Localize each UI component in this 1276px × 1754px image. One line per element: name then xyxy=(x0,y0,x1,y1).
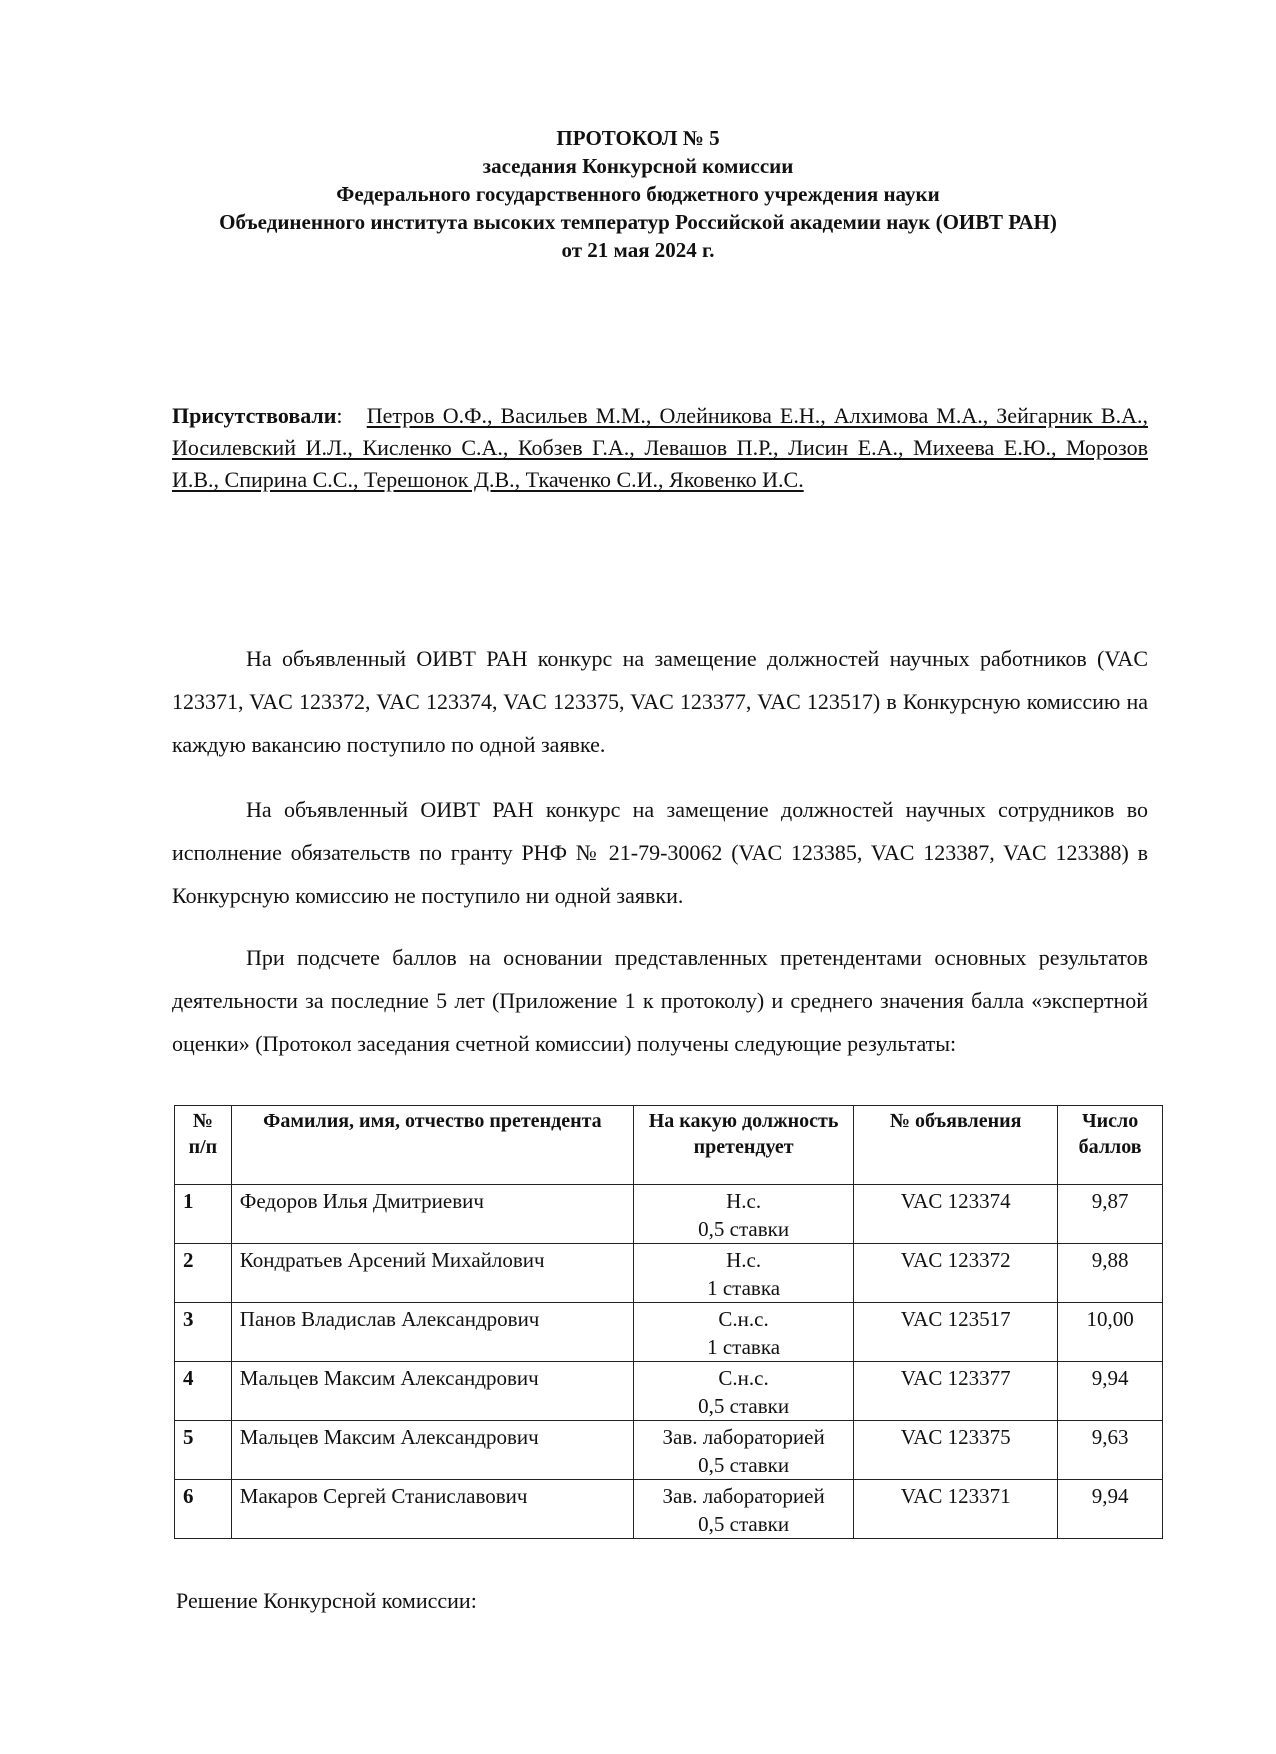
position-rate: 0,5 ставки xyxy=(698,1394,790,1418)
row-position xyxy=(634,1185,854,1244)
header-num: № п/п xyxy=(175,1106,232,1185)
row-vacancy: VAC 123375 xyxy=(854,1421,1058,1480)
position-title: Зав. лабораторией xyxy=(662,1484,825,1508)
row-score: 9,94 xyxy=(1058,1480,1163,1539)
row-name: Кондратьев Арсений Михайлович xyxy=(231,1244,633,1303)
row-score: 9,63 xyxy=(1058,1421,1163,1480)
row-score: 9,87 xyxy=(1058,1185,1163,1244)
results-table xyxy=(174,1105,1163,1539)
table-header-row xyxy=(175,1106,1163,1185)
row-name: Панов Владислав Александрович xyxy=(231,1303,633,1362)
header-score: Число баллов xyxy=(1058,1106,1163,1185)
table-row xyxy=(175,1244,1163,1303)
decision-heading: Решение Конкурсной комиссии: xyxy=(176,1588,477,1613)
attendance-block: Присутствовали: Петров О.Ф., Васильев М.М., Олейникова Е.Н., Алхимова М.А., Зейгарник В.А., Иосилевский И.Л., Кисленко С.А., Кобзев Г.А., Левашов П.Р., Лисин Е.А., Михеева Е.Ю., Морозов И.В., Спирина С.С., Терешонок Д.В., Ткаченко С.И., Яковенко И.С. xyxy=(172,403,1148,492)
row-num: 1 xyxy=(175,1185,232,1244)
row-position xyxy=(634,1421,854,1480)
attendance-label: Присутствовали xyxy=(172,403,337,428)
row-score: 9,94 xyxy=(1058,1362,1163,1421)
row-num: 2 xyxy=(175,1244,232,1303)
row-num: 6 xyxy=(175,1480,232,1539)
position-rate: 0,5 ставки xyxy=(698,1453,790,1477)
header-position: На какую должность претендует xyxy=(634,1106,854,1185)
row-num: 5 xyxy=(175,1421,232,1480)
position-title: Н.с. xyxy=(726,1248,762,1272)
row-position xyxy=(634,1480,854,1539)
row-vacancy: VAC 123371 xyxy=(854,1480,1058,1539)
position-title: С.н.с. xyxy=(718,1366,769,1390)
row-position xyxy=(634,1362,854,1421)
row-position xyxy=(634,1244,854,1303)
paragraph-applications: На объявленный ОИВТ РАН конкурс на замещение должностей научных работников (VAC 123371, VAC 123372, VAC 123374, VAC 123375, VAC 123377, VAC 123517) в Конкурсную комиссию на каждую вакансию поступило по одной заявке. xyxy=(172,646,1148,757)
attendance-names: Петров О.Ф., Васильев М.М., Олейникова Е.Н., Алхимова М.А., Зейгарник В.А., Иосилевский И.Л., Кисленко С.А., Кобзев Г.А., Левашов П.Р., Лисин Е.А., Михеева Е.Ю., Морозов И.В., Спирина С.С., Терешонок Д.В., Ткаченко С.И., Яковенко И.С. xyxy=(172,403,1148,492)
row-name: Мальцев Максим Александрович xyxy=(231,1362,633,1421)
position-rate: 0,5 ставки xyxy=(698,1512,790,1536)
institution-line-1: Федерального государственного бюджетного учреждения науки xyxy=(336,182,940,206)
row-vacancy: VAC 123374 xyxy=(854,1185,1058,1244)
position-title: Зав. лабораторией xyxy=(662,1425,825,1449)
row-num: 4 xyxy=(175,1362,232,1421)
position-rate: 0,5 ставки xyxy=(698,1217,790,1241)
row-name: Федоров Илья Дмитриевич xyxy=(231,1185,633,1244)
table-row xyxy=(175,1185,1163,1244)
institution-line-2: Объединенного института высоких температур Российской академии наук (ОИВТ РАН) xyxy=(219,210,1057,234)
row-vacancy: VAC 123517 xyxy=(854,1303,1058,1362)
row-num: 3 xyxy=(175,1303,232,1362)
paragraph-grant: На объявленный ОИВТ РАН конкурс на замещение должностей научных сотрудников во исполнение обязательств по гранту РНФ № 21-79-30062 (VAC 123385, VAC 123387, VAC 123388) в Конкурсную комиссию не поступило ни одной заявки. xyxy=(172,797,1148,908)
row-position xyxy=(634,1303,854,1362)
document-header xyxy=(150,124,1126,264)
row-score: 10,00 xyxy=(1058,1303,1163,1362)
protocol-date: от 21 мая 2024 г. xyxy=(561,238,715,262)
table-row xyxy=(175,1362,1163,1421)
table-row xyxy=(175,1480,1163,1539)
position-rate: 1 ставка xyxy=(707,1335,781,1359)
row-name: Мальцев Максим Александрович xyxy=(231,1421,633,1480)
header-vacancy: № объявления xyxy=(854,1106,1058,1185)
protocol-subtitle: заседания Конкурсной комиссии xyxy=(482,154,794,178)
table-row xyxy=(175,1303,1163,1362)
header-name: Фамилия, имя, отчество претендента xyxy=(231,1106,633,1185)
protocol-title: ПРОТОКОЛ № 5 xyxy=(556,126,720,150)
row-vacancy: VAC 123372 xyxy=(854,1244,1058,1303)
paragraph-results: При подсчете баллов на основании представленных претендентами основных результатов деятельности за последние 5 лет (Приложение 1 к протоколу) и среднего значения балла «экспертной оценки» (Протокол заседания счетной комиссии) получены следующие результаты: xyxy=(172,945,1148,1056)
table-row xyxy=(175,1421,1163,1480)
row-score: 9,88 xyxy=(1058,1244,1163,1303)
row-vacancy: VAC 123377 xyxy=(854,1362,1058,1421)
position-title: С.н.с. xyxy=(718,1307,769,1331)
position-title: Н.с. xyxy=(726,1189,762,1213)
row-name: Макаров Сергей Станиславович xyxy=(231,1480,633,1539)
position-rate: 1 ставка xyxy=(707,1276,781,1300)
